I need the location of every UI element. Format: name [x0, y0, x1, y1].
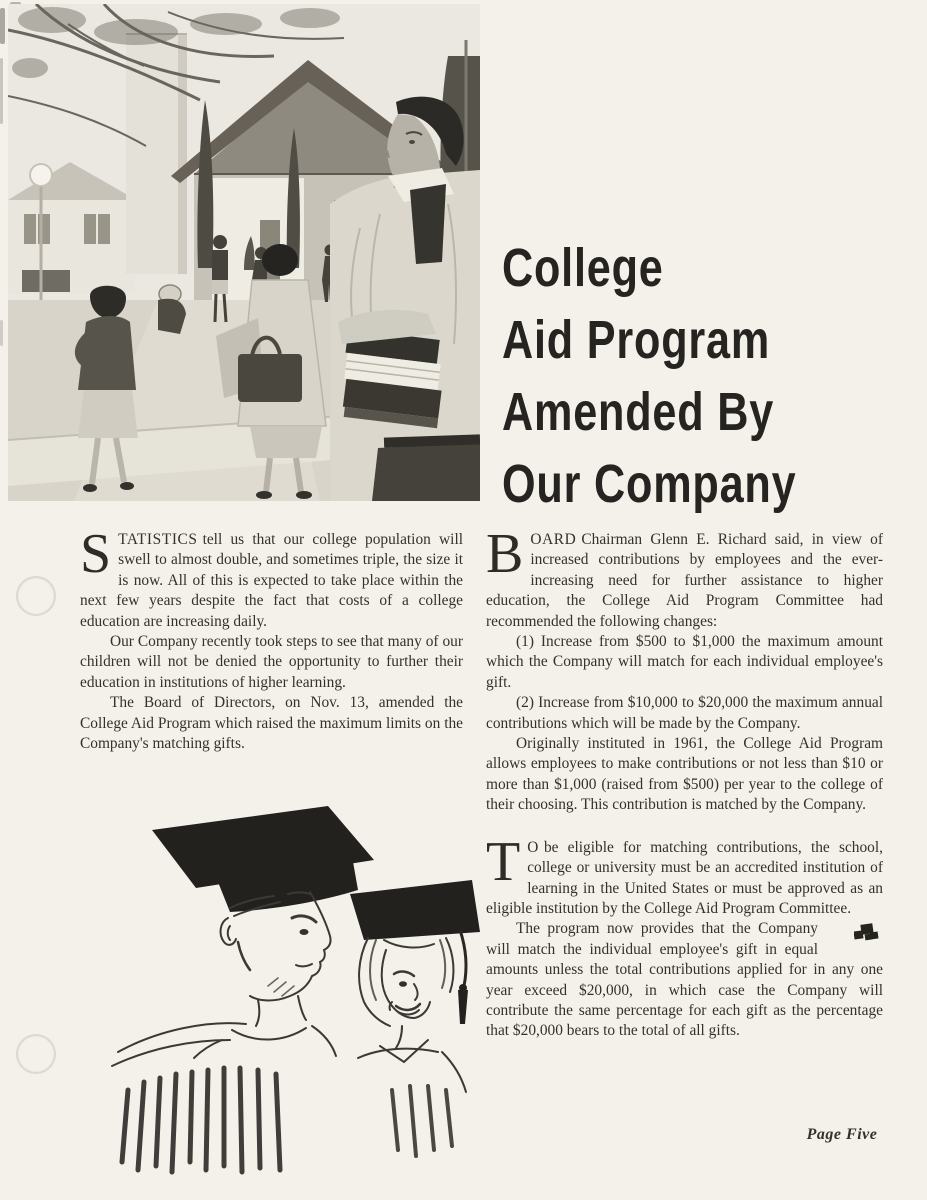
page-number: Page Five — [806, 1126, 878, 1143]
article-column-right — [486, 523, 883, 1042]
paragraph-statistics — [80, 523, 463, 632]
paragraph-change-1: (1) Increase from $500 to $1,000 the maximum amount which the Company will match for each individual employee's gift. — [486, 633, 883, 691]
graduates-sketch-graphic — [62, 790, 480, 1175]
article-column-left — [80, 523, 463, 754]
headline-line-3: Amended By — [502, 382, 775, 442]
paragraph-board-chairman — [486, 523, 883, 632]
lead-word: O — [527, 838, 539, 856]
paragraph-company-steps: Our Company recently took steps to see that many of our children will not be denied the opportunity to further their education in institutions of higher learning. — [80, 633, 463, 691]
scan-edge-mark — [0, 58, 3, 124]
paragraph-text: be eligible for matching contributions, the school, college or university must be an accredited institution of learning in the United States or must be approved as an eligible institution by the College Aid Program Committee. — [486, 838, 883, 917]
punch-hole — [16, 576, 56, 616]
dropcap-t: T — [486, 830, 521, 893]
campus-photo-graphic — [8, 4, 480, 501]
scan-edge-mark — [0, 320, 3, 346]
graduates-illustration — [62, 790, 480, 1175]
paragraph-text: Chairman Glenn E. Richard said, in view of increased contributions by employees and the ever-increasing need for further assistance to higher education, the College Aid Program Committee had recommended the following changes: — [486, 531, 883, 630]
paragraph-program-provides — [486, 919, 883, 1041]
paragraph-originally-instituted: Originally instituted in 1961, the College Aid Program allows employees to make contributions or not less than $10 or more than $1,000 (raised from $500) per year to the college of their choosing. This contribution is matched by the Company. — [486, 735, 883, 814]
headline-line-1: College — [502, 238, 664, 298]
headline-line-4: Our Company — [502, 454, 797, 514]
scan-edge-mark — [0, 8, 5, 44]
dropcap-s: S — [80, 523, 112, 585]
paragraph-change-2: (2) Increase from $10,000 to $20,000 the maximum annual contributions which will be made by the Company. — [486, 694, 883, 732]
paragraph-text: tell us that our college population will swell to almost double, and sometimes triple, the size it is now. All of this is expected to take place within the next few years despite the fact that costs of a college education are increasing daily. — [80, 531, 463, 630]
dropcap-b: B — [486, 523, 524, 585]
paragraph-text: The program now provides that the Company will match the individual employee's gift in equal amounts unless the total contributions applied for in any one year exceed $20,000, in which case the Company will contribute the same percentage for each gift as the percentage that $20,000 bears to the total of all gifts. — [486, 920, 883, 1040]
paragraph-board-directors: The Board of Directors, on Nov. 13, amended the College Aid Program which raised the maximum limits on the Company's matching gifts. — [80, 694, 463, 753]
lead-word: TATISTICS — [118, 531, 198, 548]
lead-word: OARD — [530, 531, 577, 548]
headline-line-2: Aid Program — [502, 310, 771, 370]
punch-hole — [16, 1034, 56, 1074]
article-headline — [502, 232, 870, 520]
campus-photo — [8, 4, 480, 501]
paragraph-eligibility — [486, 830, 883, 920]
article-end-mark-icon — [824, 923, 881, 942]
